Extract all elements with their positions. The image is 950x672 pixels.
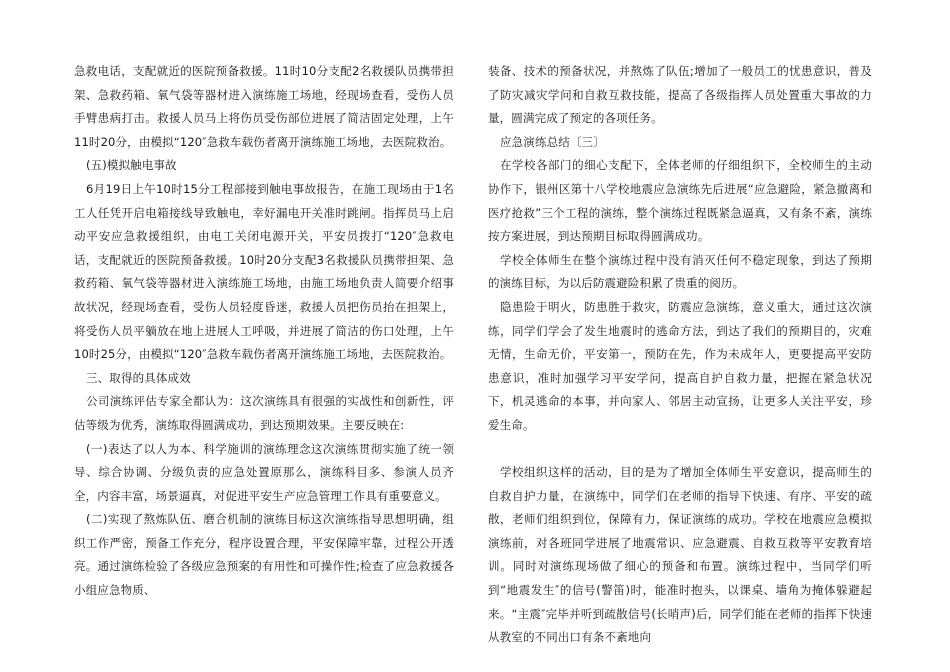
section-heading-summary-three: 应急演练总结〔三〕 [500,134,605,149]
section-heading-electric-shock: (五)模拟触电事故 [86,158,177,173]
left-paragraph-continued: 急救电话，支配就近的医院预备救援。11时10分支配2名救援队员携带担架、急救药箱、氧气袋等器材进入演练施工场地，经现场查看，受伤人员手臂患病打击。救援人员马上将伤员受伤部位进展了简洁固定处理，上午11时20分，由模拟“120″急救车载伤者离开演练施工场地，去医院救治。 [74,64,454,149]
section-heading-results: 三、取得的具体成效 [86,370,191,385]
paragraph-gap [488,438,872,462]
right-paragraph-stability: 学校全体师生在整个演练过程中没有消灭任何不稳定现象，到达了预期的演练目标，为以后防震避险积累了贵重的阅历。 [488,252,872,291]
right-paragraph-significance: 隐患险于明火，防患胜于救灾，防震应急演练，意义重大，通过这次演练，同学们学会了发生地震时的逃命方法，到达了我们的预期目的，灾难无情，生命无价，平安第一，预防在先，作为未成年人，更要提高平安防患意识，准时加强学习平安学问，提高自护自救力量，把握在紧急状况下，机灵逃命的本事，并向家人、邻居主动宣扬，让更多人关注平安，珍爱生命。 [488,299,872,432]
left-paragraph-electric-shock: 6月19日上午10时15分工程部接到触电事故报告，在施工现场由于1名工人任凭开启电箱接线导致触电，幸好漏电开关准时跳闸。指挥员马上启动平安应急救援组织，由电工关闭电源开关，平安员拨打“120″急救电话，支配就近的医院预备救援。10时20分支配3名救援队员携带担架、急救药箱、氧气袋等器材进入演练施工场地，由施工场地负责人简要介绍事故状况，经现场查看，受伤人员轻度昏迷，救援人员把伤员抬在担架上，将受伤人员平躺放在地上进展人工呼吸，并进展了简洁的伤口处理，上午10时25分，由模拟“120″急救车载伤者离开演练施工场地，去医院救治。 [74,181,454,362]
right-paragraph-purpose: 学校组织这样的活动，目的是为了增加全体师生平安意识，提高师生的自救自护力量，在演练中，同学们在老师的指导下快速、有序、平安的疏散，老师们组织到位，保障有力，保证演练的成功。学校在地震应急模拟演练前，对各班同学进展了地震常识、应急避震、自救互救等平安教育培训。同时对演练现场做了细心的预备和布置。演练过程中，当同学们听到“地震发生″的信号(警笛)时，能准时抱头，以课桌、墙角为掩体躲避起来。“主震″完毕并听到疏散信号(长哨声)后，同学们能在老师的指挥下快速从教室的不同出口有条不紊地向 [488,465,872,645]
left-column [74,60,454,603]
right-paragraph-drill-overview: 在学校各部门的细心支配下，全体老师的仔细组织下，全校师生的主动协作下，银州区第十八学校地震应急演练先后进展“应急避险，紧急撤离和医疗抢救”三个工程的演练，整个演练过程既紧急逼真，又有条不紊，演练按方案进展，到达预期目标取得圆满成功。 [488,158,872,244]
left-paragraph-point-two: (二)实现了熬炼队伍、磨合机制的演练目标这次演练指导思想明确，组织工作严密，预备工作充分，程序设置合理，平安保障牢靠，过程公开透亮。通过演练检验了各级应急预案的有用性和可操作性;检查了应急救援各小组应急物质、 [74,512,454,598]
right-column [488,60,872,650]
right-paragraph-continued: 装备、技术的预备状况，并熬炼了队伍;增加了一般员工的忧患意识，普及了防灾减灾学问和自救互救技能，提高了各级指挥人员处置重大事故的力量，圆满完成了预定的各项任务。 [488,64,872,126]
left-paragraph-evaluation: 公司演练评估专家全都认为：这次演练具有很强的实战性和创新性，评估等级为优秀，演练取得圆满成功，到达预期效果。主要反映在: [74,394,454,432]
left-paragraph-point-one: (一)表达了以人为本、科学施训的演练理念这次演练贯彻实施了统一领导、综合协调、分级负责的应急处置原那么，演练科目多、参演人员齐全，内容丰富，场景逼真，对促进平安生产应急管理工作具有重要意义。 [74,441,454,503]
